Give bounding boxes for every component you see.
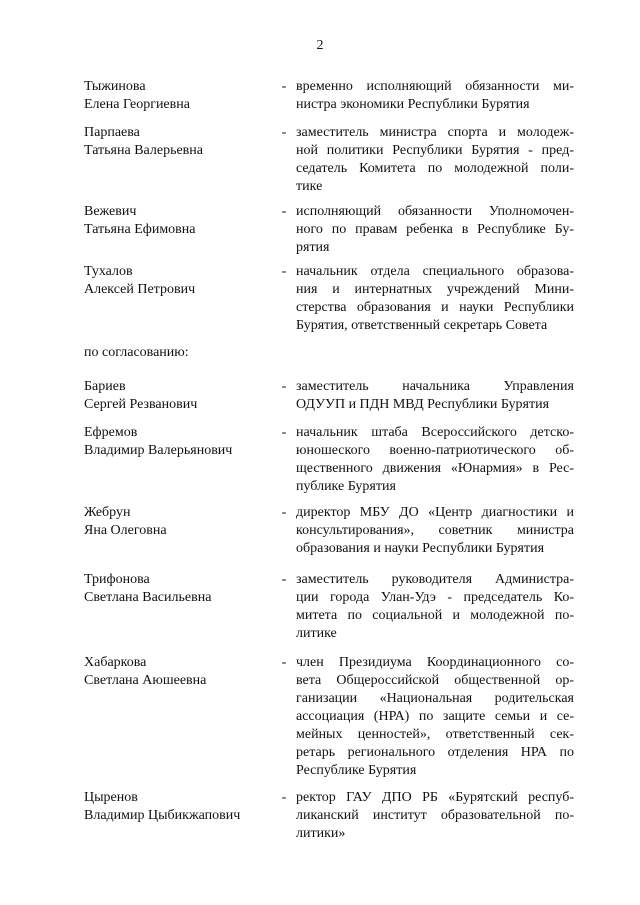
- member-name: [84, 571, 274, 607]
- position-line: заместитель начальника Управления: [296, 379, 574, 394]
- position-line: ного по правам ребенка в Республике Бу-: [296, 222, 574, 237]
- position-line: ОДУУП и ПДН МВД Республики Бурятия: [296, 397, 550, 412]
- member-given-name: Елена Георгиевна: [84, 97, 190, 112]
- position-line: ной политики Республики Бурятия - пред-: [296, 143, 574, 158]
- position-line: юношеского военно-патриотического об-: [296, 443, 574, 458]
- member-name: [84, 203, 274, 239]
- separator-dash: -: [281, 572, 287, 587]
- separator-dash: -: [281, 425, 287, 440]
- member-position: [296, 654, 574, 780]
- position-line: консультирования», советник министра: [296, 523, 574, 538]
- member-name: [84, 504, 274, 540]
- position-line: ганизации «Национальная родительская: [296, 691, 574, 706]
- position-line: начальник штаба Всероссийского детско-: [296, 425, 574, 440]
- position-line: временно исполняющий обязанности ми-: [296, 79, 574, 94]
- member-position: [296, 789, 574, 843]
- position-line: седатель Комитета по молодежной поли-: [296, 161, 574, 176]
- position-line: заместитель министра спорта и молодеж-: [296, 125, 574, 140]
- member-surname: Хабаркова: [84, 655, 147, 670]
- member-name: [84, 263, 274, 299]
- position-line: ретарь регионального отделения НРА по: [296, 745, 574, 760]
- position-line: стерства образования и науки Республики: [296, 300, 574, 315]
- member-surname: Тухалов: [84, 264, 133, 279]
- member-position: [296, 571, 574, 643]
- position-line: ции города Улан-Удэ - председатель Ко-: [296, 590, 574, 605]
- position-line: исполняющий обязанности Уполномочен-: [296, 204, 574, 219]
- member-position: [296, 378, 574, 414]
- separator-dash: -: [281, 204, 287, 219]
- position-line: вета Общероссийской общественной ор-: [296, 673, 574, 688]
- position-line: рятия: [296, 240, 330, 255]
- member-given-name: Алексей Петрович: [84, 282, 196, 297]
- member-surname: Трифонова: [84, 572, 150, 587]
- position-line: член Президиума Координационного со-: [296, 655, 574, 670]
- member-surname: Ефремов: [84, 425, 138, 440]
- member-given-name: Яна Олеговна: [84, 523, 167, 538]
- separator-dash: -: [281, 79, 287, 94]
- member-surname: Жебрун: [84, 505, 131, 520]
- position-line: заместитель руководителя Администра-: [296, 572, 574, 587]
- member-given-name: Светлана Васильевна: [84, 590, 212, 605]
- position-line: щественного движения «Юнармия» в Рес-: [296, 461, 574, 476]
- member-position: [296, 203, 574, 257]
- position-line: ректор ГАУ ДПО РБ «Бурятский респуб-: [296, 790, 574, 805]
- member-position: [296, 504, 574, 558]
- member-position: [296, 124, 574, 196]
- member-surname: Цыренов: [84, 790, 138, 805]
- separator-dash: -: [281, 125, 287, 140]
- position-line: ния и интернатных учреждений Мини-: [296, 282, 574, 297]
- separator-dash: -: [281, 790, 287, 805]
- position-line: образования и науки Республики Бурятия: [296, 541, 545, 556]
- member-position: [296, 424, 574, 496]
- position-line: литики»: [296, 826, 346, 841]
- member-given-name: Владимир Цыбикжапович: [84, 808, 241, 823]
- member-position: [296, 263, 574, 335]
- member-name: [84, 424, 274, 460]
- member-given-name: Владимир Валерьянович: [84, 443, 233, 458]
- section-label: по согласованию:: [84, 345, 189, 360]
- member-name: [84, 654, 274, 690]
- member-name: [84, 78, 274, 114]
- position-line: мейных ценностей», ответственный сек-: [296, 727, 574, 742]
- position-line: Республике Бурятия: [296, 763, 417, 778]
- member-given-name: Светлана Аюшеевна: [84, 673, 207, 688]
- member-surname: Бариев: [84, 379, 126, 394]
- member-name: [84, 378, 274, 414]
- member-position: [296, 78, 574, 114]
- member-name: [84, 124, 274, 160]
- separator-dash: -: [281, 505, 287, 520]
- member-surname: Вежевич: [84, 204, 137, 219]
- member-name: [84, 789, 274, 825]
- separator-dash: -: [281, 264, 287, 279]
- member-surname: Парпаева: [84, 125, 140, 140]
- member-given-name: Татьяна Валерьевна: [84, 143, 203, 158]
- position-line: директор МБУ ДО «Центр диагностики и: [296, 505, 574, 520]
- page-number: 2: [316, 38, 324, 53]
- member-given-name: Татьяна Ефимовна: [84, 222, 196, 237]
- position-line: нистра экономики Республики Бурятия: [296, 97, 530, 112]
- member-given-name: Сергей Резванович: [84, 397, 198, 412]
- separator-dash: -: [281, 379, 287, 394]
- position-line: тике: [296, 179, 323, 194]
- position-line: митета по социальной и молодежной по-: [296, 608, 574, 623]
- position-line: литике: [296, 626, 337, 641]
- position-line: начальник отдела специального образова-: [296, 264, 574, 279]
- position-line: Бурятия, ответственный секретарь Совета: [296, 318, 548, 333]
- position-line: публике Бурятия: [296, 479, 396, 494]
- position-line: ликанский институт образовательной по-: [296, 808, 574, 823]
- member-surname: Тыжинова: [84, 79, 146, 94]
- position-line: ассоциация (НРА) по защите семьи и се-: [296, 709, 574, 724]
- separator-dash: -: [281, 655, 287, 670]
